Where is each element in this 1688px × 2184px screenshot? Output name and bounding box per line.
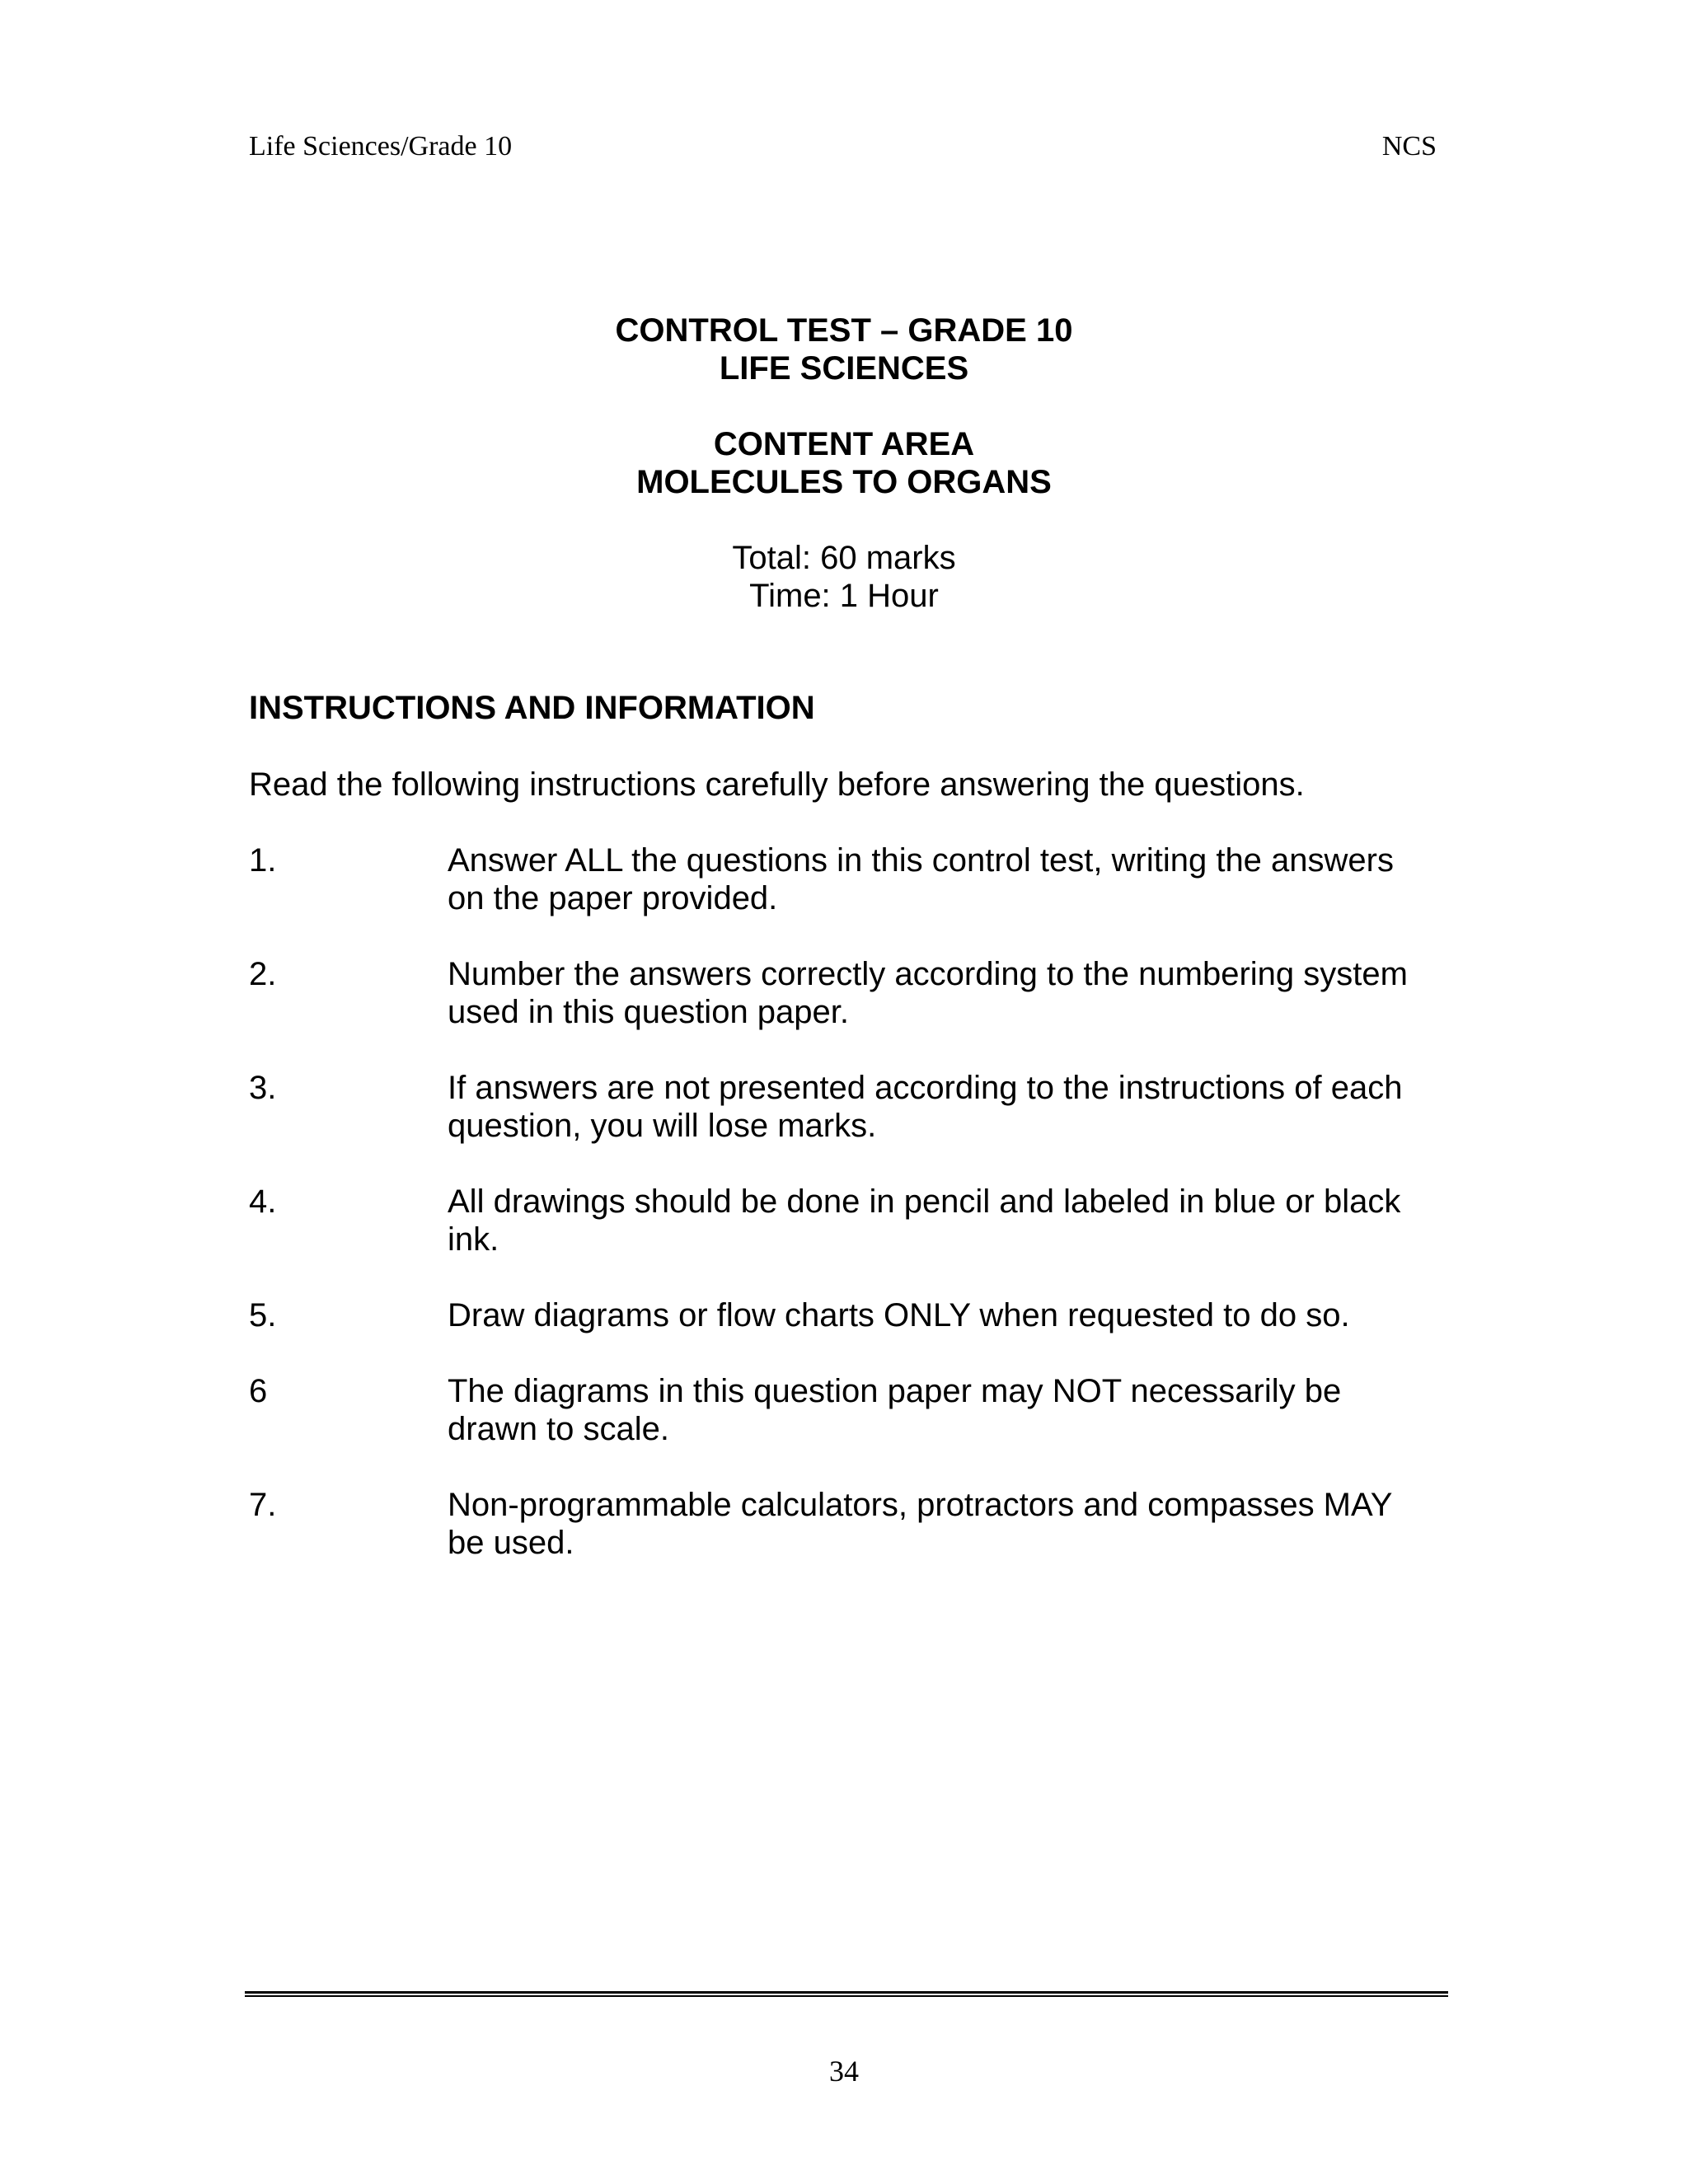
instruction-number: 7. <box>249 1487 277 1523</box>
instruction-text: The diagrams in this question paper may NOT necessarily be drawn to scale. <box>448 1373 1342 1447</box>
running-header-subject: Life Sciences/Grade 10 <box>249 131 513 162</box>
instruction-text: All drawings should be done in pencil and labeled in blue or black ink. <box>448 1183 1401 1258</box>
instruction-number: 1. <box>249 842 277 879</box>
footer-divider-line-thin <box>245 1995 1448 1997</box>
instruction-item <box>249 1372 1436 1448</box>
instruction-item <box>249 1183 1436 1258</box>
instruction-item <box>249 1486 1436 1562</box>
footer-divider <box>245 1991 1448 1997</box>
instruction-number: 3. <box>249 1070 277 1106</box>
test-title-line-2: LIFE SCIENCES <box>719 350 969 387</box>
instruction-item <box>249 955 1436 1031</box>
page-number: 34 <box>829 2055 859 2088</box>
test-title-line-1: CONTROL TEST – GRADE 10 <box>615 312 1073 349</box>
instruction-item <box>249 841 1436 917</box>
instruction-item <box>249 1296 1436 1334</box>
instructions-intro: Read the following instructions carefully before answering the questions. <box>249 766 1305 803</box>
instruction-text: Draw diagrams or flow charts ONLY when requested to do so. <box>448 1297 1350 1333</box>
instruction-number: 2. <box>249 956 277 992</box>
content-area-value: MOLECULES TO ORGANS <box>636 464 1052 500</box>
test-title <box>0 312 1688 387</box>
instruction-item <box>249 1069 1436 1145</box>
instruction-text: If answers are not presented according to the instructions of each question, you will lose marks. <box>448 1070 1403 1144</box>
total-marks: Total: 60 marks <box>732 540 956 576</box>
content-area <box>0 425 1688 501</box>
instruction-text: Non-programmable calculators, protractors and compasses MAY be used. <box>448 1487 1392 1561</box>
instruction-number: 4. <box>249 1183 277 1220</box>
content-area-label: CONTENT AREA <box>713 426 975 462</box>
instructions-heading: INSTRUCTIONS AND INFORMATION <box>249 690 815 726</box>
footer-divider-line-thick <box>245 1991 1448 1994</box>
instruction-number: 6 <box>249 1373 268 1409</box>
instruction-number: 5. <box>249 1297 277 1333</box>
instruction-text: Number the answers correctly according to the numbering system used in this question paper. <box>448 956 1408 1030</box>
instruction-text: Answer ALL the questions in this control test, writing the answers on the paper provided. <box>448 842 1394 916</box>
time-allowed: Time: 1 Hour <box>749 578 939 614</box>
running-header-curriculum: NCS <box>1381 131 1437 162</box>
instructions-list <box>249 841 1436 1600</box>
test-meta <box>0 539 1688 615</box>
